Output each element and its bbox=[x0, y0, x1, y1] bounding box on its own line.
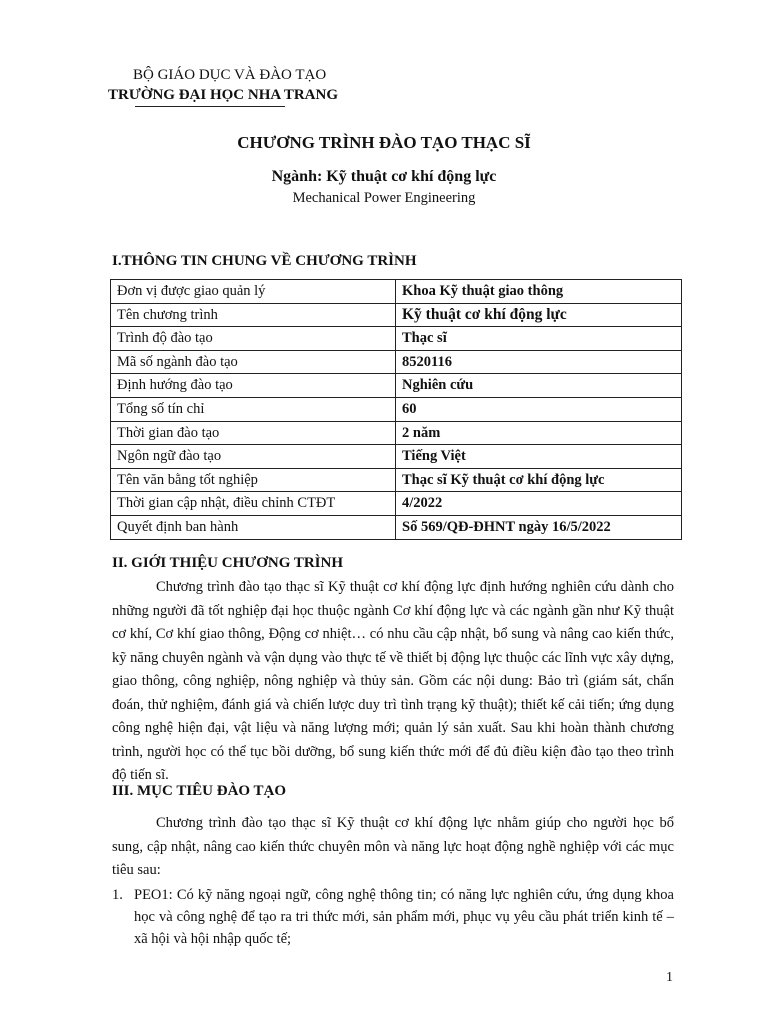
info-key: Tên chương trình bbox=[111, 303, 396, 327]
list-item-number: 1. bbox=[112, 887, 123, 903]
section-heading-introduction: II. GIỚI THIỆU CHƯƠNG TRÌNH bbox=[112, 555, 344, 571]
info-key: Tên văn bằng tốt nghiệp bbox=[111, 468, 396, 492]
info-value: 60 bbox=[396, 397, 682, 421]
info-value: Số 569/QĐ-ĐHNT ngày 16/5/2022 bbox=[396, 515, 682, 539]
info-key: Tổng số tín chỉ bbox=[111, 397, 396, 421]
info-value: Kỹ thuật cơ khí động lực bbox=[396, 303, 682, 327]
document-title: CHƯƠNG TRÌNH ĐÀO TẠO THẠC SĨ bbox=[237, 133, 531, 152]
info-value: 8520116 bbox=[396, 350, 682, 374]
info-value: Nghiên cứu bbox=[396, 374, 682, 398]
info-key: Mã số ngành đào tạo bbox=[111, 350, 396, 374]
university-underline bbox=[135, 106, 285, 107]
table-row bbox=[111, 468, 682, 492]
table-row bbox=[111, 421, 682, 445]
info-key: Ngôn ngữ đào tạo bbox=[111, 445, 396, 469]
table-row bbox=[111, 327, 682, 351]
info-key: Trình độ đào tạo bbox=[111, 327, 396, 351]
info-value: 4/2022 bbox=[396, 492, 682, 516]
major-english-title: Mechanical Power Engineering bbox=[292, 190, 476, 206]
info-value: Tiếng Việt bbox=[396, 445, 682, 469]
ministry-name: BỘ GIÁO DỤC VÀ ĐÀO TẠO bbox=[133, 67, 327, 83]
table-row bbox=[111, 280, 682, 304]
info-key: Thời gian đào tạo bbox=[111, 421, 396, 445]
section-heading-objectives: III. MỤC TIÊU ĐÀO TẠO bbox=[112, 783, 287, 799]
introduction-text: Chương trình đào tạo thạc sĩ Kỹ thuật cơ khí động lực định hướng nghiên cứu dành cho những người đã tốt nghiệp đại học thuộc ngành Cơ khí động lực và các ngành gần như Kỹ thuật cơ khí, Cơ khí giao thông, Động cơ nhiệt… có nhu cầu cập nhật, bổ sung và nâng cao kiến thức, kỹ năng chuyên ngành và vận dụng vào thực tế về thiết bị động lực thuộc các lĩnh vực xây dựng, giao thông, công nghiệp, nông nghiệp và thủy sản. Gồm các nội dung: Bảo trì (giám sát, chẩn đoán, thử nghiệm, đánh giá và chiến lược duy trì tình trạng kỹ thuật); thiết kế cải tiến; ứng dụng công nghệ hiện đại, vật liệu và năng lượng mới; quản lý sản xuất. Sau khi hoàn thành chương trình, người học có thể tục bồi dưỡng, bổ sung kiến thức mới để đủ điều kiện đào tạo theo trình độ tiến sĩ. bbox=[112, 579, 674, 783]
table-row bbox=[111, 397, 682, 421]
info-value: Khoa Kỹ thuật giao thông bbox=[396, 280, 682, 304]
table-row bbox=[111, 445, 682, 469]
objectives-list bbox=[112, 884, 674, 950]
major-title: Ngành: Kỹ thuật cơ khí động lực bbox=[271, 168, 497, 185]
info-value: Thạc sĩ Kỹ thuật cơ khí động lực bbox=[396, 468, 682, 492]
table-row bbox=[111, 374, 682, 398]
info-key: Thời gian cập nhật, điều chỉnh CTĐT bbox=[111, 492, 396, 516]
info-key: Quyết định ban hành bbox=[111, 515, 396, 539]
info-key: Đơn vị được giao quản lý bbox=[111, 280, 396, 304]
section-heading-general-info: I.THÔNG TIN CHUNG VỀ CHƯƠNG TRÌNH bbox=[112, 253, 417, 269]
info-value: Thạc sĩ bbox=[396, 327, 682, 351]
info-key: Định hướng đào tạo bbox=[111, 374, 396, 398]
table-row bbox=[111, 515, 682, 539]
page-number: 1 bbox=[666, 970, 673, 985]
list-item bbox=[112, 884, 674, 950]
list-item-text: PEO1: Có kỹ năng ngoại ngữ, công nghệ thông tin; có năng lực nghiên cứu, ứng dụng khoa học và công nghệ để tạo ra tri thức mới, sản phẩm mới, phục vụ yêu cầu phát triển kinh tế – xã hội và hội nhập quốc tế; bbox=[134, 887, 674, 947]
introduction-paragraph bbox=[112, 576, 674, 788]
table-row bbox=[111, 492, 682, 516]
objectives-paragraph bbox=[112, 812, 674, 883]
table-row bbox=[111, 303, 682, 327]
university-name: TRƯỜNG ĐẠI HỌC NHA TRANG bbox=[108, 87, 339, 103]
program-info-table bbox=[110, 279, 682, 540]
objectives-text: Chương trình đào tạo thạc sĩ Kỹ thuật cơ khí động lực nhằm giúp cho người học bổ sung, cập nhật, nâng cao kiến thức chuyên môn và năng lực hoạt động nghề nghiệp với các mục tiêu sau: bbox=[112, 815, 674, 878]
table-row bbox=[111, 350, 682, 374]
info-value: 2 năm bbox=[396, 421, 682, 445]
